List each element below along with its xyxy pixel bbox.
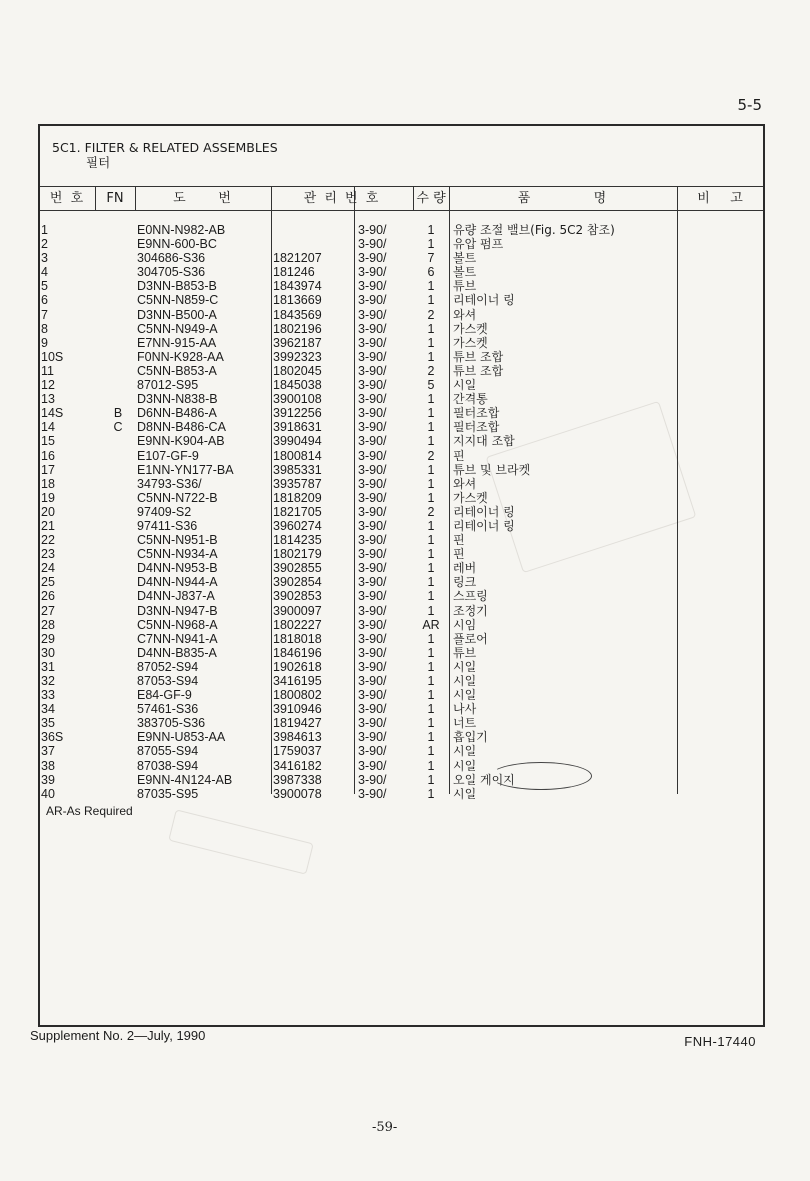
row-part-name: 튜브 xyxy=(453,645,477,660)
row-date: 3-90/ xyxy=(358,744,387,759)
row-number: 16 xyxy=(41,448,55,463)
row-part-name: 리테이너 링 xyxy=(453,293,515,308)
row-date: 3-90/ xyxy=(358,702,387,717)
row-quantity: 5 xyxy=(427,378,435,393)
row-date: 3-90/ xyxy=(358,533,387,548)
row-part-name: 시일 xyxy=(453,758,477,773)
row-date: 3-90/ xyxy=(358,490,387,505)
row-number: 25 xyxy=(41,575,55,590)
row-date: 3-90/ xyxy=(358,392,387,407)
row-quantity: 1 xyxy=(427,716,435,731)
row-number: 13 xyxy=(41,392,55,407)
col-divider xyxy=(449,186,450,794)
col-header-qty: 수 량 xyxy=(416,191,446,206)
row-quantity: 1 xyxy=(427,321,435,336)
row-quantity: 7 xyxy=(427,251,435,266)
row-mgmt-number: 181246 xyxy=(273,265,315,280)
row-mgmt-number: 1802196 xyxy=(273,321,322,336)
row-number: 35 xyxy=(41,716,55,731)
row-number: 32 xyxy=(41,674,55,688)
section-heading xyxy=(52,140,278,170)
row-quantity: 1 xyxy=(427,575,435,590)
row-date: 3-90/ xyxy=(358,237,387,252)
row-part-name: 핀 xyxy=(453,547,465,562)
row-part-name: 시일 xyxy=(453,744,477,759)
row-part-name: 유량 조절 밸브(Fig. 5C2 참조) xyxy=(453,223,615,237)
row-part-number: 97409-S2 xyxy=(137,504,192,519)
row-part-number: 383705-S36 xyxy=(137,716,206,731)
row-number: 2 xyxy=(41,237,48,252)
row-part-number: E7NN-915-AA xyxy=(137,335,217,350)
row-quantity: 1 xyxy=(427,392,435,407)
row-date: 3-90/ xyxy=(358,307,387,322)
row-mgmt-number: 3900097 xyxy=(273,603,322,618)
row-date: 3-90/ xyxy=(358,378,387,393)
row-part-name: 시일 xyxy=(453,378,477,393)
background-diagram-part xyxy=(168,809,314,874)
row-fn: B xyxy=(113,406,123,421)
row-mgmt-number: 3935787 xyxy=(273,476,322,491)
row-mgmt-number: 3984613 xyxy=(273,730,322,745)
row-part-number: D4NN-N953-B xyxy=(137,561,218,576)
row-quantity: 1 xyxy=(427,603,435,618)
row-part-number: 87053-S94 xyxy=(137,674,199,688)
row-number: 37 xyxy=(41,744,55,759)
row-part-number: E9NN-4N124-AB xyxy=(137,772,233,787)
row-date: 3-90/ xyxy=(358,349,387,364)
row-part-number: 87052-S94 xyxy=(137,659,199,674)
row-mgmt-number: 1759037 xyxy=(273,744,322,759)
row-date: 3-90/ xyxy=(358,730,387,745)
row-number: 23 xyxy=(41,547,55,562)
row-number: 17 xyxy=(41,462,55,477)
col-divider xyxy=(354,186,355,794)
row-mgmt-number: 1800814 xyxy=(273,448,322,463)
row-quantity: 1 xyxy=(427,462,435,477)
row-mgmt-number: 3900108 xyxy=(273,392,322,407)
header-bottom-rule xyxy=(40,210,763,211)
row-number: 33 xyxy=(41,688,55,703)
row-part-name: 가스켓 xyxy=(453,335,488,350)
row-date: 3-90/ xyxy=(358,547,387,562)
row-number: 14S xyxy=(41,406,64,421)
supplement-line: Supplement No. 2—July, 1990 xyxy=(30,1028,206,1043)
row-quantity: 6 xyxy=(427,265,435,280)
row-quantity: 1 xyxy=(427,279,435,294)
row-part-name: 플로어 xyxy=(453,631,488,646)
row-part-name: 핀 xyxy=(453,533,465,548)
col-header-fn: FN xyxy=(106,191,124,206)
row-number: 4 xyxy=(41,265,48,280)
row-quantity: 2 xyxy=(427,448,435,463)
row-part-number: C7NN-N941-A xyxy=(137,631,218,646)
row-mgmt-number: 3912256 xyxy=(273,406,322,421)
row-quantity: 1 xyxy=(427,237,435,252)
row-mgmt-number: 1802227 xyxy=(273,617,322,632)
row-part-number: E0NN-N982-AB xyxy=(137,223,226,237)
row-mgmt-number: 3902854 xyxy=(273,575,322,590)
row-part-number: 87055-S94 xyxy=(137,744,199,759)
row-date: 3-90/ xyxy=(358,786,387,801)
row-number: 12 xyxy=(41,378,55,393)
row-part-name: 볼트 xyxy=(453,265,477,280)
row-part-number: 87035-S95 xyxy=(137,786,199,801)
row-mgmt-number: 1818209 xyxy=(273,490,322,505)
row-part-name: 조정기 xyxy=(453,603,488,618)
row-date: 3-90/ xyxy=(358,674,387,688)
row-part-name: 튜브 조합 xyxy=(453,349,504,364)
row-date: 3-90/ xyxy=(358,335,387,350)
row-date: 3-90/ xyxy=(358,603,387,618)
row-date: 3-90/ xyxy=(358,659,387,674)
row-quantity: AR xyxy=(422,617,440,632)
row-part-name: 시일 xyxy=(453,688,477,703)
row-quantity: 1 xyxy=(427,631,435,646)
row-date: 3-90/ xyxy=(358,575,387,590)
row-number: 36S xyxy=(41,730,64,745)
row-date: 3-90/ xyxy=(358,561,387,576)
row-part-number: E84-GF-9 xyxy=(137,688,192,703)
row-part-name: 스프링 xyxy=(453,589,488,604)
row-part-number: C5NN-N934-A xyxy=(137,547,218,562)
row-mgmt-number: 1902618 xyxy=(273,659,322,674)
row-part-name: 필터조합 xyxy=(453,406,500,421)
row-fn: C xyxy=(113,420,123,435)
row-part-name: 튜브 xyxy=(453,279,477,294)
row-part-number: E9NN-K904-AB xyxy=(137,434,225,449)
row-part-name: 튜브 및 브라켓 xyxy=(453,462,531,477)
col-header-remark: 비 고 xyxy=(697,191,745,206)
row-part-name: 시임 xyxy=(453,617,477,632)
row-part-name: 볼트 xyxy=(453,251,477,266)
row-part-name: 핀 xyxy=(453,448,465,463)
row-mgmt-number: 1814235 xyxy=(273,533,322,548)
row-part-name: 튜브 조합 xyxy=(453,363,504,378)
row-date: 3-90/ xyxy=(358,476,387,491)
row-date: 3-90/ xyxy=(358,265,387,280)
section-title: 5C1. FILTER & RELATED ASSEMBLES xyxy=(52,140,278,155)
row-number: 11 xyxy=(41,363,54,378)
row-date: 3-90/ xyxy=(358,645,387,660)
row-number: 7 xyxy=(41,307,48,322)
row-number: 39 xyxy=(41,772,55,787)
row-number: 20 xyxy=(41,504,55,519)
row-number: 30 xyxy=(41,645,55,660)
row-part-name: 링크 xyxy=(453,575,477,590)
row-part-number: 57461-S36 xyxy=(137,702,199,717)
row-quantity: 1 xyxy=(427,561,435,576)
row-part-number: E9NN-600-BC xyxy=(137,237,217,252)
row-number: 5 xyxy=(41,279,48,294)
oil-gauge-mark xyxy=(490,762,592,790)
row-number: 38 xyxy=(41,758,55,773)
row-part-number: D8NN-B486-CA xyxy=(137,420,226,435)
row-quantity: 1 xyxy=(427,702,435,717)
row-mgmt-number: 3910946 xyxy=(273,702,322,717)
row-number: 27 xyxy=(41,603,55,618)
row-mgmt-number: 1845038 xyxy=(273,378,322,393)
row-part-number: D3NN-B500-A xyxy=(137,307,217,322)
row-part-number: 87038-S94 xyxy=(137,758,199,773)
row-date: 3-90/ xyxy=(358,279,387,294)
row-mgmt-number: 3962187 xyxy=(273,335,322,350)
row-part-number: C5NN-N951-B xyxy=(137,533,218,548)
row-part-number: 87012-S95 xyxy=(137,378,199,393)
row-quantity: 1 xyxy=(427,490,435,505)
row-mgmt-number: 1843569 xyxy=(273,307,322,322)
row-mgmt-number: 3416195 xyxy=(273,674,322,688)
row-quantity: 1 xyxy=(427,533,435,548)
section-title-ko: 필터 xyxy=(86,155,111,170)
row-quantity: 1 xyxy=(427,547,435,562)
row-date: 3-90/ xyxy=(358,251,387,266)
row-part-name: 유압 펌프 xyxy=(453,237,504,252)
row-date: 3-90/ xyxy=(358,716,387,731)
row-mgmt-number: 1821207 xyxy=(273,251,322,266)
row-date: 3-90/ xyxy=(358,434,387,449)
col-header-name: 품 명 xyxy=(517,191,609,206)
row-date: 3-90/ xyxy=(358,223,387,237)
row-mgmt-number: 1818018 xyxy=(273,631,322,646)
row-part-name: 나사 xyxy=(453,702,477,717)
row-part-number: D3NN-N947-B xyxy=(137,603,218,618)
row-part-number: E107-GF-9 xyxy=(137,448,199,463)
row-date: 3-90/ xyxy=(358,448,387,463)
row-mgmt-number: 3985331 xyxy=(273,462,322,477)
row-number: 8 xyxy=(41,321,48,336)
page-folio: -59- xyxy=(372,1120,398,1135)
row-part-name: 시일 xyxy=(453,659,477,674)
row-part-number: D3NN-N838-B xyxy=(137,392,218,407)
row-mgmt-number: 1802045 xyxy=(273,363,322,378)
row-part-number: E1NN-YN177-BA xyxy=(137,462,234,477)
row-quantity: 1 xyxy=(427,659,435,674)
col-divider xyxy=(677,186,678,794)
row-mgmt-number: 3918631 xyxy=(273,420,322,435)
row-quantity: 1 xyxy=(427,674,435,688)
row-date: 3-90/ xyxy=(358,504,387,519)
row-part-name: 간격통 xyxy=(453,392,488,407)
row-part-number: D4NN-J837-A xyxy=(137,589,215,604)
row-date: 3-90/ xyxy=(358,406,387,421)
row-number: 19 xyxy=(41,490,55,505)
row-part-name: 와셔 xyxy=(453,476,477,491)
row-part-name: 지지대 조합 xyxy=(453,434,515,449)
background-diagram xyxy=(486,401,697,573)
row-part-number: E9NN-U853-AA xyxy=(137,730,226,745)
row-number: 31 xyxy=(41,659,55,674)
row-part-name: 리테이너 링 xyxy=(453,518,515,533)
row-number: 6 xyxy=(41,293,48,308)
row-part-number: C5NN-N968-A xyxy=(137,617,218,632)
row-quantity: 1 xyxy=(427,406,435,421)
row-mgmt-number: 1802179 xyxy=(273,547,322,562)
row-mgmt-number: 1846196 xyxy=(273,645,322,660)
row-part-number: C5NN-N949-A xyxy=(137,321,218,336)
row-number: 26 xyxy=(41,589,55,604)
row-number: 28 xyxy=(41,617,55,632)
row-quantity: 1 xyxy=(427,335,435,350)
row-date: 3-90/ xyxy=(358,758,387,773)
row-number: 15 xyxy=(41,434,55,449)
row-mgmt-number: 3987338 xyxy=(273,772,322,787)
row-mgmt-number: 3992323 xyxy=(273,349,322,364)
header-top-rule xyxy=(40,186,763,187)
page-code: 5-5 xyxy=(737,96,762,114)
row-date: 3-90/ xyxy=(358,420,387,435)
row-quantity: 2 xyxy=(427,504,435,519)
row-number: 3 xyxy=(41,251,48,266)
row-mgmt-number: 3902855 xyxy=(273,561,322,576)
row-number: 34 xyxy=(41,702,55,717)
row-part-name: 흡입기 xyxy=(453,730,488,745)
row-quantity: 1 xyxy=(427,223,435,237)
row-date: 3-90/ xyxy=(358,772,387,787)
row-part-name: 리테이너 링 xyxy=(453,504,515,519)
row-part-name: 필터조합 xyxy=(453,420,500,435)
row-part-name: 가스켓 xyxy=(453,321,488,336)
row-number: 24 xyxy=(41,561,55,576)
row-quantity: 1 xyxy=(427,758,435,773)
row-number: 29 xyxy=(41,631,55,646)
row-part-number: C5NN-B853-A xyxy=(137,363,217,378)
row-mgmt-number: 1843974 xyxy=(273,279,322,294)
row-part-name: 레버 xyxy=(453,561,477,576)
row-mgmt-number: 1813669 xyxy=(273,293,322,308)
row-quantity: 1 xyxy=(427,730,435,745)
col-divider xyxy=(271,186,272,794)
row-quantity: 2 xyxy=(427,307,435,322)
footnote-as-required: AR-As Required xyxy=(46,804,133,818)
row-quantity: 2 xyxy=(427,363,435,378)
row-quantity: 1 xyxy=(427,293,435,308)
row-mgmt-number: 3900078 xyxy=(273,786,322,801)
row-part-number: 34793-S36/ xyxy=(137,476,202,491)
row-mgmt-number: 3902853 xyxy=(273,589,322,604)
document-number: FNH-17440 xyxy=(684,1034,756,1049)
row-number: 22 xyxy=(41,533,55,548)
col-header-part: 도 번 xyxy=(173,191,233,206)
row-part-name: 가스켓 xyxy=(453,490,488,505)
row-number: 14 xyxy=(41,420,55,435)
row-quantity: 1 xyxy=(427,518,435,533)
row-part-number: 97411-S36 xyxy=(137,518,198,533)
row-number: 21 xyxy=(41,518,55,533)
row-quantity: 1 xyxy=(427,786,435,801)
row-quantity: 1 xyxy=(427,772,435,787)
row-mgmt-number: 1800802 xyxy=(273,688,322,703)
row-date: 3-90/ xyxy=(358,617,387,632)
row-part-name: 시일 xyxy=(453,786,477,801)
row-date: 3-90/ xyxy=(358,518,387,533)
row-part-number: 304705-S36 xyxy=(137,265,206,280)
row-part-number: D4NN-N944-A xyxy=(137,575,218,590)
row-part-number: D4NN-B835-A xyxy=(137,645,217,660)
row-quantity: 1 xyxy=(427,744,435,759)
col-header-mgmt: 관 리 번 호 xyxy=(303,191,381,206)
row-number: 40 xyxy=(41,786,55,801)
row-date: 3-90/ xyxy=(358,688,387,703)
row-part-name: 너트 xyxy=(453,716,477,731)
row-part-name: 시일 xyxy=(453,674,477,688)
row-quantity: 1 xyxy=(427,688,435,703)
row-date: 3-90/ xyxy=(358,589,387,604)
row-number: 9 xyxy=(41,335,48,350)
parts-list-frame xyxy=(38,124,765,1027)
row-date: 3-90/ xyxy=(358,321,387,336)
row-date: 3-90/ xyxy=(358,363,387,378)
row-part-number: D3NN-B853-B xyxy=(137,279,217,294)
row-quantity: 1 xyxy=(427,589,435,604)
row-quantity: 1 xyxy=(427,434,435,449)
row-part-number: C5NN-N859-C xyxy=(137,293,219,308)
row-date: 3-90/ xyxy=(358,631,387,646)
row-date: 3-90/ xyxy=(358,293,387,308)
row-quantity: 1 xyxy=(427,645,435,660)
row-part-name: 오일 게이지 xyxy=(453,772,515,787)
row-number: 18 xyxy=(41,476,55,491)
row-mgmt-number: 3990494 xyxy=(273,434,322,449)
row-mgmt-number: 1819427 xyxy=(273,716,322,731)
row-quantity: 1 xyxy=(427,349,435,364)
row-part-name: 와셔 xyxy=(453,307,477,322)
row-part-number: 304686-S36 xyxy=(137,251,206,266)
col-header-no: 번 호 xyxy=(49,191,86,206)
row-number: 10S xyxy=(41,349,64,364)
row-quantity: 1 xyxy=(427,476,435,491)
row-part-number: D6NN-B486-A xyxy=(137,406,217,421)
row-part-number: F0NN-K928-AA xyxy=(137,349,224,364)
row-mgmt-number: 1821705 xyxy=(273,504,322,519)
row-date: 3-90/ xyxy=(358,462,387,477)
row-mgmt-number: 3960274 xyxy=(273,518,322,533)
row-number: 1 xyxy=(41,223,48,237)
row-mgmt-number: 3416182 xyxy=(273,758,322,773)
row-quantity: 1 xyxy=(427,420,435,435)
row-part-number: C5NN-N722-B xyxy=(137,490,218,505)
